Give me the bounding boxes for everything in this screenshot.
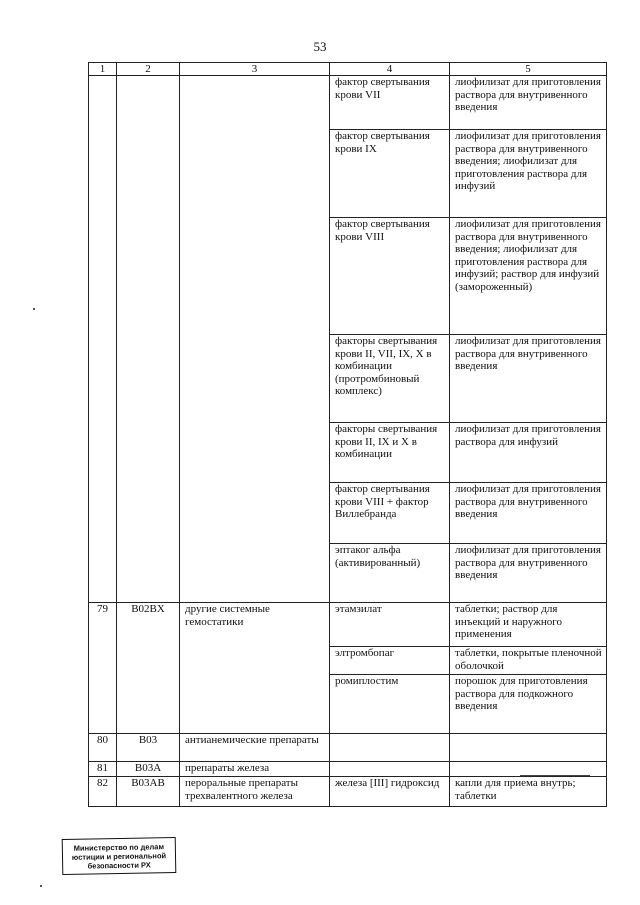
row-number-cell <box>89 76 117 603</box>
substance-cell <box>330 734 450 762</box>
dosage-form-cell: лиофилизат для приготовления раствора для внутривенного введения <box>450 76 607 130</box>
group-name-cell: препараты железа <box>180 762 330 777</box>
table-row <box>89 603 607 647</box>
dosage-form-cell: порошок для приготовления раствора для подкожного введения <box>450 675 607 734</box>
atc-code-cell: B03A <box>117 762 180 777</box>
dosage-form-cell: капли для приема внутрь; таблетки <box>450 777 607 807</box>
row-number-cell: 81 <box>89 762 117 777</box>
group-name-cell <box>180 76 330 603</box>
header-col-4: 4 <box>330 63 450 76</box>
ministry-stamp <box>62 837 177 875</box>
stray-rule <box>520 775 590 776</box>
scan-speck <box>33 308 35 310</box>
dosage-form-cell: лиофилизат для приготовления раствора для внутривенного введения <box>450 335 607 423</box>
substance-cell: этамзилат <box>330 603 450 647</box>
dosage-form-cell <box>450 734 607 762</box>
atc-code-cell <box>117 76 180 603</box>
page-number: 53 <box>313 39 327 54</box>
atc-code-cell: B02BX <box>117 603 180 734</box>
substance-cell: фактор свертывания крови IX <box>330 130 450 218</box>
group-name-cell: антианемические препараты <box>180 734 330 762</box>
group-name-cell: другие системные гемостатики <box>180 603 330 734</box>
dosage-form-cell: лиофилизат для приготовления раствора для внутривенного введения <box>450 483 607 544</box>
table-row <box>89 76 607 130</box>
table-row <box>89 734 607 762</box>
dosage-form-cell: лиофилизат для приготовления раствора для внутривенного введения; лиофилизат для приготовления раствора для инфузий <box>450 130 607 218</box>
substance-cell: факторы свертывания крови II, VII, IX, X в комбинации (протромбиновый комплекс) <box>330 335 450 423</box>
scan-speck <box>40 885 42 887</box>
stamp-line: юстиции и региональной <box>71 851 167 862</box>
header-col-5: 5 <box>450 63 607 76</box>
substance-cell: элтромбопаг <box>330 647 450 675</box>
row-number-cell: 82 <box>89 777 117 807</box>
substance-cell: фактор свертывания крови VIII <box>330 218 450 335</box>
medicines-table <box>88 62 607 807</box>
substance-cell <box>330 762 450 777</box>
substance-cell: фактор свертывания крови VIII + фактор Виллебранда <box>330 483 450 544</box>
table-header-row <box>89 63 607 76</box>
header-col-1: 1 <box>89 63 117 76</box>
group-name-cell: пероральные препараты трехвалентного железа <box>180 777 330 807</box>
dosage-form-cell: таблетки, покрытые пленочной оболочкой <box>450 647 607 675</box>
header-col-2: 2 <box>117 63 180 76</box>
table-row <box>89 777 607 807</box>
header-col-3: 3 <box>180 63 330 76</box>
stamp-line: безопасности РХ <box>87 860 151 871</box>
substance-cell: железа [III] гидроксид <box>330 777 450 807</box>
substance-cell: фактор свертывания крови VII <box>330 76 450 130</box>
dosage-form-cell: лиофилизат для приготовления раствора для внутривенного введения <box>450 544 607 603</box>
atc-code-cell: B03AB <box>117 777 180 807</box>
stamp-line: Министерство по делам <box>73 842 165 853</box>
substance-cell: ромиплостим <box>330 675 450 734</box>
row-number-cell: 80 <box>89 734 117 762</box>
dosage-form-cell: лиофилизат для приготовления раствора для инфузий <box>450 423 607 483</box>
row-number-cell: 79 <box>89 603 117 734</box>
dosage-form-cell: лиофилизат для приготовления раствора для внутривенного введения; лиофилизат для приготовления раствора для инфузий; раствор для инфузий (замороженный) <box>450 218 607 335</box>
dosage-form-cell: таблетки; раствор для инъекций и наружного применения <box>450 603 607 647</box>
substance-cell: эптаког альфа (активированный) <box>330 544 450 603</box>
substance-cell: факторы свертывания крови II, IX и X в комбинации <box>330 423 450 483</box>
atc-code-cell: B03 <box>117 734 180 762</box>
